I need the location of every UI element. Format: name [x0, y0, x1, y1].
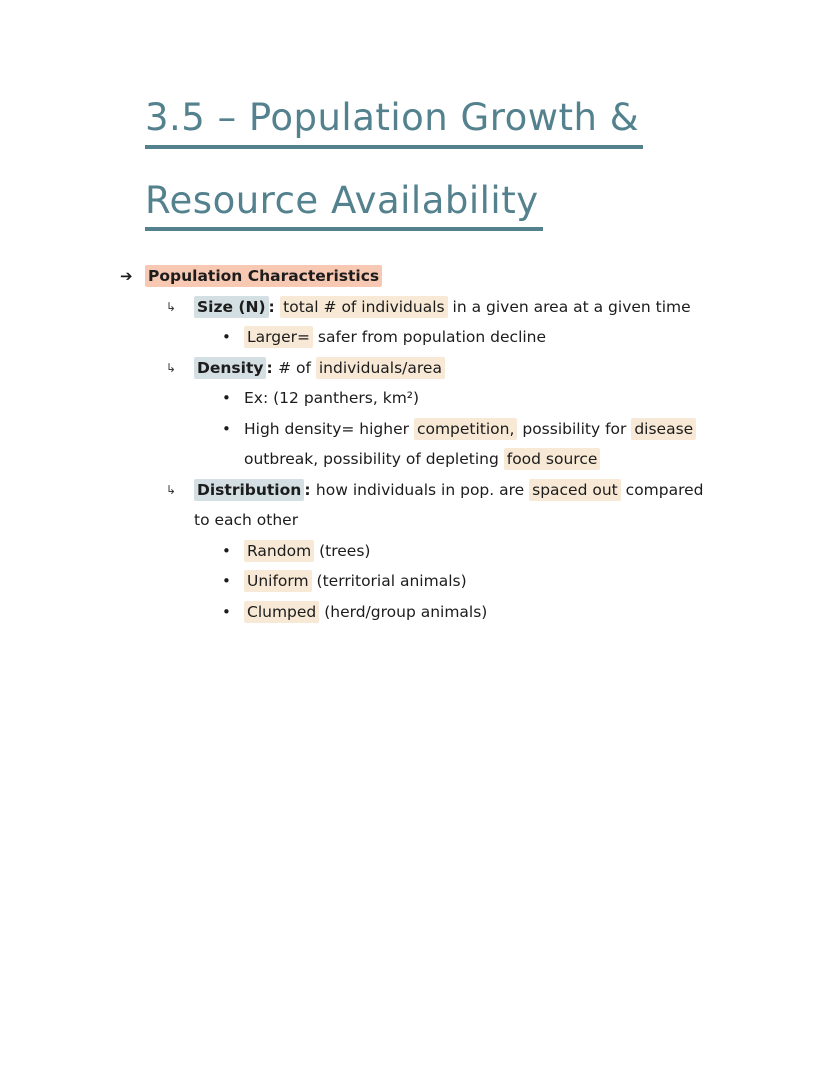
- text-segment: how individuals in pop. are: [315, 480, 530, 499]
- dot-bullet-icon: •: [222, 541, 231, 560]
- page-title: [145, 96, 728, 231]
- list-item-text: [244, 322, 748, 353]
- text-segment: disease: [631, 418, 696, 440]
- list-item-text: [194, 353, 748, 384]
- list-item: [0, 292, 828, 323]
- text-segment: food source: [504, 448, 601, 470]
- text-segment: individuals/area: [316, 357, 445, 379]
- text-segment: # of: [278, 358, 316, 377]
- page-title-line-2: [145, 179, 728, 232]
- text-segment: to each other: [194, 511, 299, 530]
- list-item: [0, 597, 828, 628]
- text-segment: safer from population decline: [312, 328, 547, 347]
- text-segment: Larger=: [244, 326, 313, 348]
- list-item-text: [244, 597, 748, 628]
- dot-bullet-icon: •: [222, 602, 231, 621]
- text-segment: competition,: [414, 418, 517, 440]
- text-segment: (trees): [314, 541, 371, 560]
- dot-bullet-icon: •: [222, 572, 231, 591]
- list-item: [0, 261, 828, 292]
- list-item-text: [244, 536, 748, 567]
- list-item: [0, 536, 828, 567]
- list-item: [0, 414, 828, 475]
- text-segment: Size (N): [194, 296, 269, 318]
- text-segment: total # of individuals: [280, 296, 447, 318]
- dot-bullet-icon: •: [222, 328, 231, 347]
- page-title-line-1: [145, 96, 728, 149]
- text-segment: :: [266, 358, 279, 377]
- text-segment: :: [304, 480, 316, 499]
- list-item: [0, 383, 828, 414]
- list-item-text: [194, 292, 748, 323]
- text-segment: Ex: (12 panthers, km²): [244, 389, 420, 408]
- list-item-text: [145, 261, 748, 292]
- list-item-text: [244, 566, 748, 597]
- text-segment: Random: [244, 540, 314, 562]
- list-item-text: [244, 414, 748, 475]
- text-segment: Clumped: [244, 601, 319, 623]
- page-title-text-2: Resource Availability: [145, 179, 543, 232]
- text-segment: (herd/group animals): [319, 602, 488, 621]
- list-item: [0, 566, 828, 597]
- return-arrow-bullet-icon: ↳: [166, 360, 177, 375]
- dot-bullet-icon: •: [222, 389, 231, 408]
- notes-list: [0, 261, 828, 627]
- text-segment: spaced out: [529, 479, 621, 501]
- list-item-text: [194, 475, 748, 536]
- text-segment: Population Characteristics: [145, 265, 382, 287]
- list-item-text: [244, 383, 748, 414]
- list-item: [0, 353, 828, 384]
- text-segment: Density: [194, 357, 266, 379]
- text-segment: :: [268, 297, 281, 316]
- page-title-text-1: 3.5 – Population Growth &: [145, 96, 643, 149]
- arrow-bullet-icon: ➔: [120, 267, 133, 286]
- text-segment: possibility for: [517, 419, 632, 438]
- text-segment: compared: [620, 480, 704, 499]
- text-segment: outbreak, possibility of depleting: [244, 450, 504, 469]
- return-arrow-bullet-icon: ↳: [166, 299, 177, 314]
- text-segment: High density= higher: [244, 419, 414, 438]
- text-segment: Uniform: [244, 570, 312, 592]
- list-item: [0, 322, 828, 353]
- text-segment: in a given area at a given time: [447, 297, 691, 316]
- list-item: [0, 475, 828, 536]
- text-segment: Distribution: [194, 479, 304, 501]
- return-arrow-bullet-icon: ↳: [166, 482, 177, 497]
- dot-bullet-icon: •: [222, 419, 231, 438]
- text-segment: (territorial animals): [311, 572, 467, 591]
